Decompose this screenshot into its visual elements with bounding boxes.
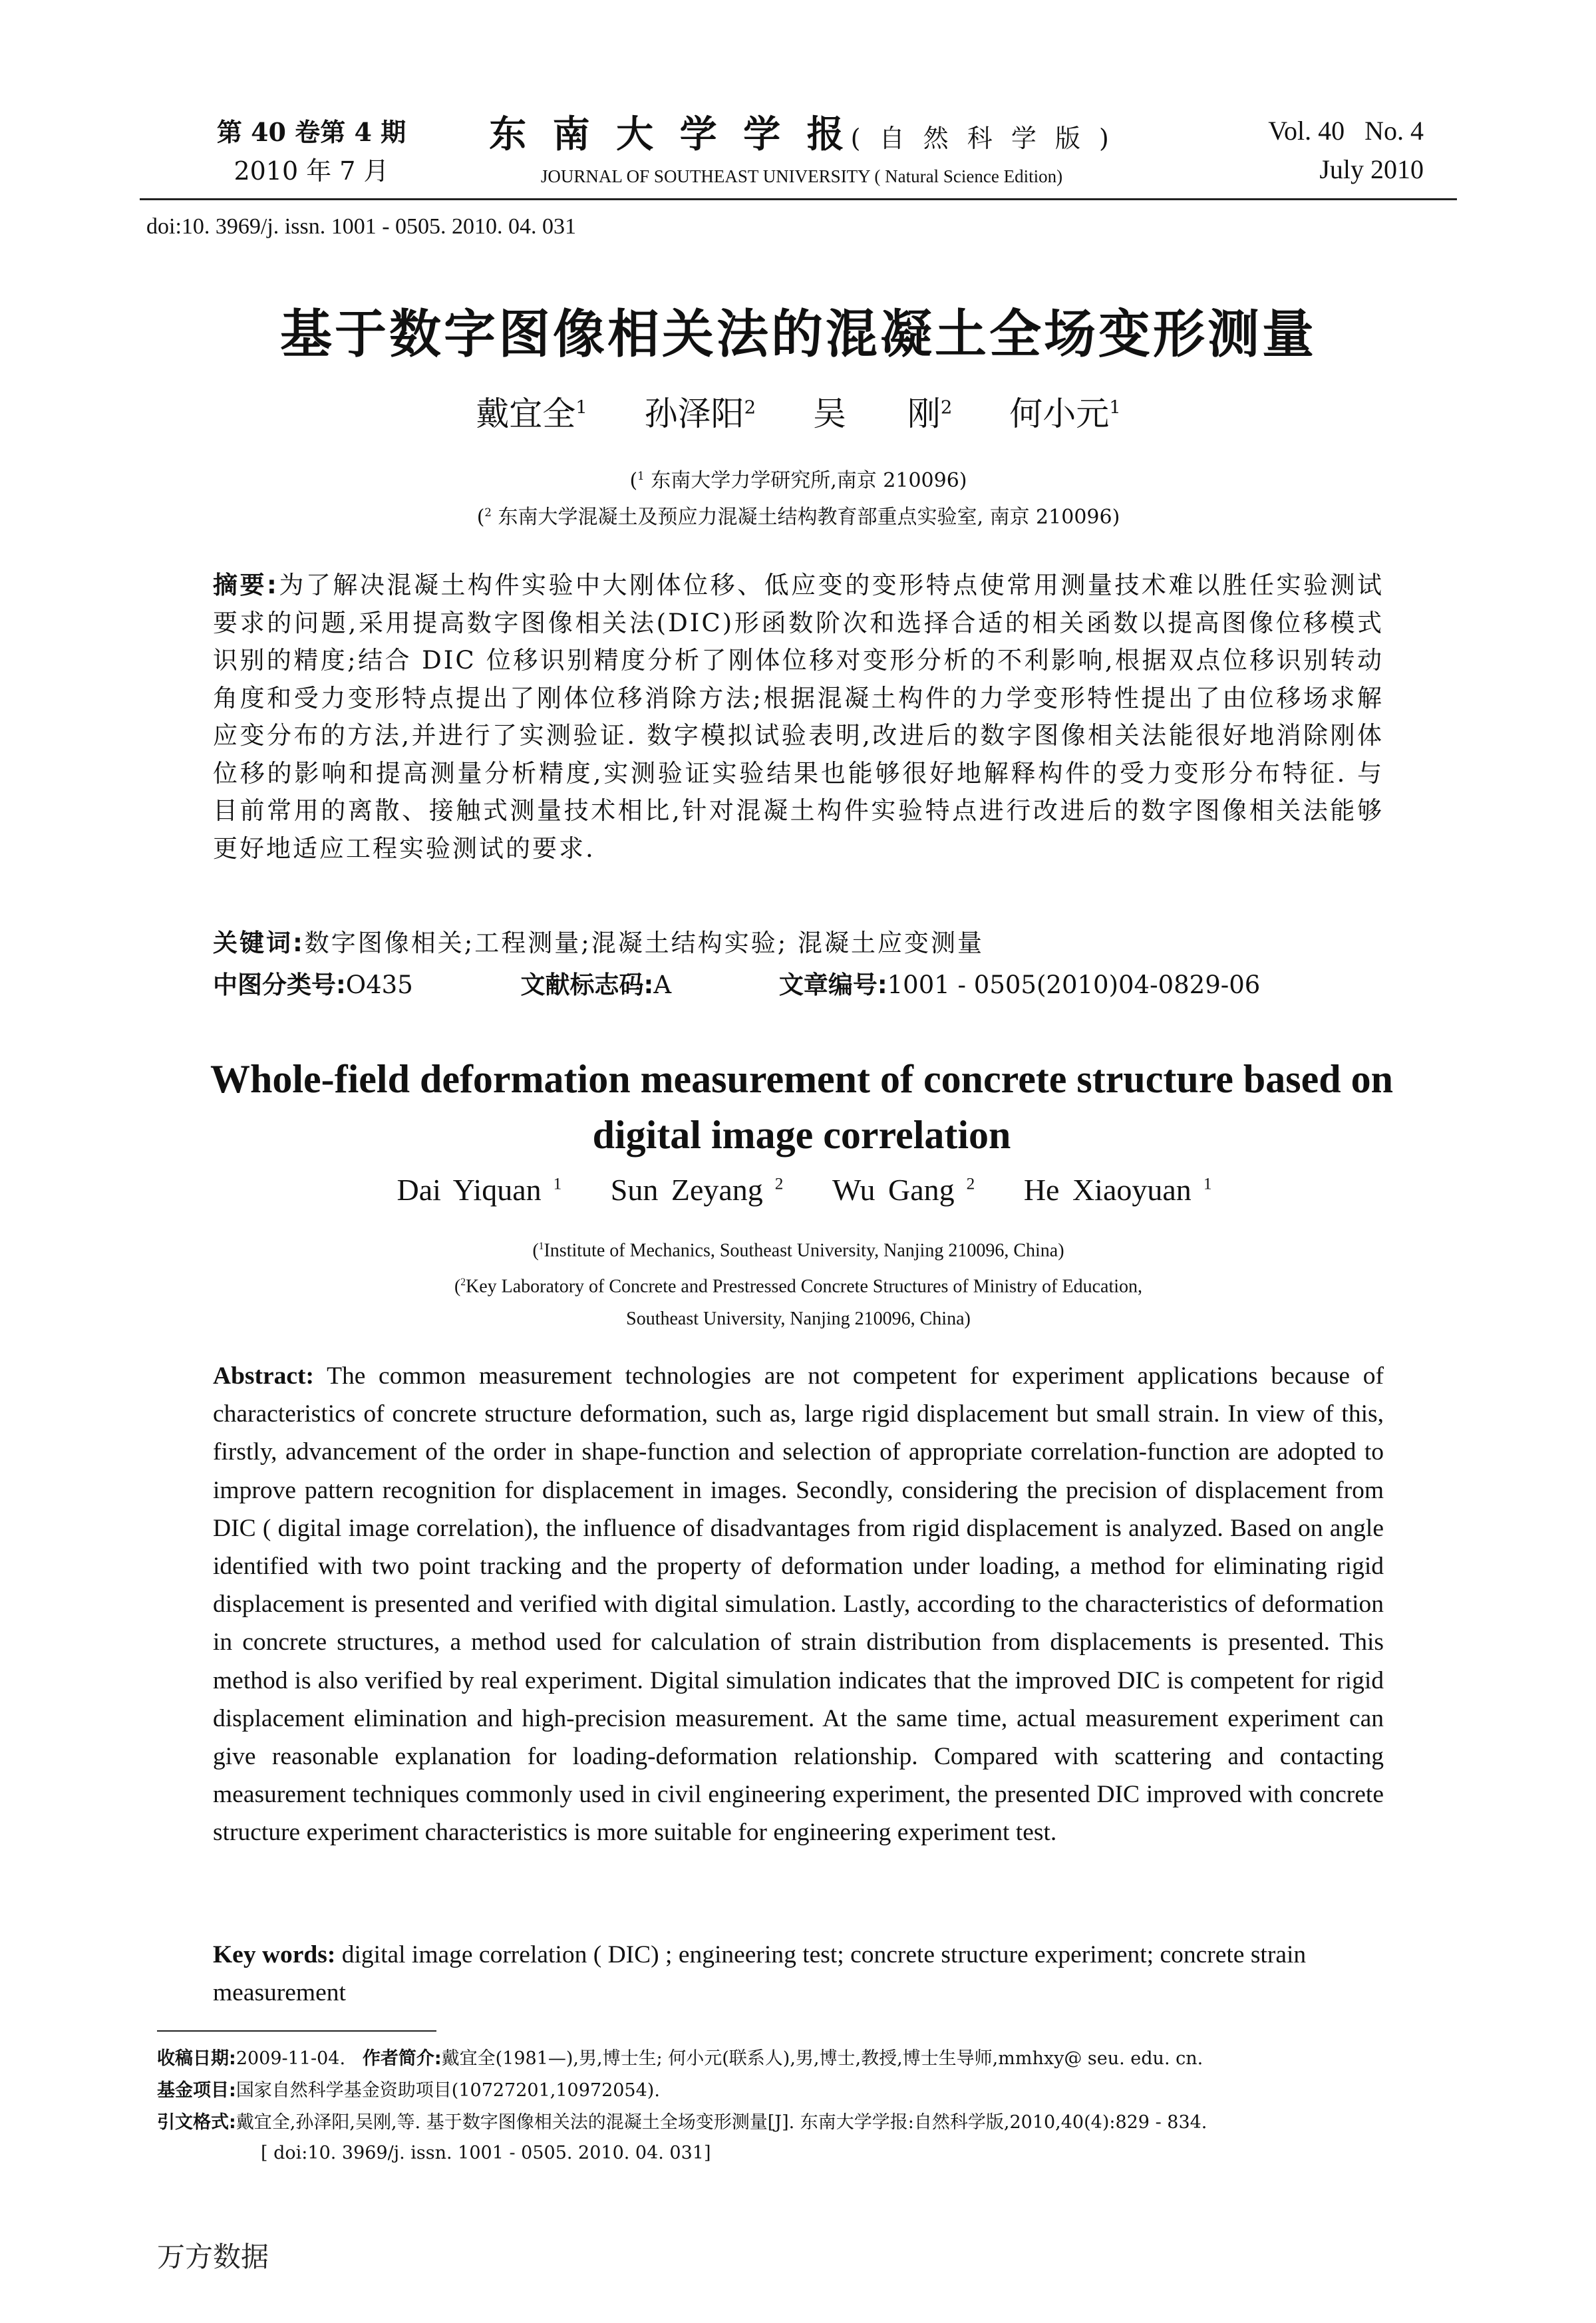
journal-name-en: JOURNAL OF SOUTHEAST UNIVERSITY ( Natural Science Edition): [540, 166, 1063, 186]
volume-issue-en: Vol. 40 No. 4: [1268, 116, 1424, 146]
author-cn: 孙泽阳$^2$: [644, 394, 756, 433]
date-cn: 2010 年 7 月: [234, 156, 389, 186]
author-cn: 何小元$^1$: [1009, 394, 1121, 433]
affiliations-cn: [140, 460, 1457, 534]
keywords-label-en: Key words:: [213, 1941, 336, 1968]
doi: doi:10. 3969/j. issn. 1001 - 0505. 2010. 04. 031: [146, 214, 577, 239]
footnote-received-author: 收稿日期:2009-11-04. 作者简介:戴宜全(1981—),男,博士生; 何小元(联系人),男,博士,教授,博士生导师,mmhxy@ seu. edu. cn.: [157, 2048, 1203, 2069]
author-en: Sun Zeyang $^2$: [610, 1173, 784, 1207]
footnote-rule: [157, 2030, 436, 2032]
author-en: He Xiaoyuan $^1$: [1023, 1173, 1212, 1207]
header-volume-info-en: [1191, 112, 1424, 189]
affiliation-en: Southeast University, Nanjing 210096, China): [626, 1308, 971, 1329]
author-cn: 吴 刚$^2$: [813, 394, 953, 433]
journal-title-cn: 东 南 大 学 学 报: [489, 112, 851, 156]
keywords-text-en: digital image correlation ( DIC) ; engineering test; concrete structure experiment; concrete strain measurement: [213, 1941, 1307, 2006]
affiliation-cn: ($^1$ 东南大学力学研究所,南京 210096): [629, 469, 967, 492]
clc: 中图分类号:O435: [213, 971, 413, 999]
abstract-en: [213, 1357, 1384, 1852]
classification-line: [213, 965, 1384, 1001]
author-list-en: [140, 1172, 1457, 1207]
journal-name-cn: [459, 113, 1144, 160]
abstract-text-cn: 为了解决混凝土构件实验中大刚体位移、低应变的变形特点使常用测量技术难以胜任实验测试要求的问题,采用提高数字图像相关法(DIC)形函数阶次和选择合适的相关函数以提高图像位移模式识别的精度;结合 DIC 位移识别精度分析了刚体位移对变形分析的不利影响,根据双点位移识别转动角度和受力变形特点提出了刚体位移消除方法;根据混凝土构件的力学变形特性提出了由位移场求解应变分布的方法,并进行了实测验证. 数字模拟试验表明,改进后的数字图像相关法能很好地消除刚体位移的影响和提高测量分析精度,实测验证实验结果也能够很好地解释构件的受力变形分布特征. 与目前常用的离散、接触式测量技术相比,针对混凝土构件实验特点进行改进后的数字图像相关法能够更好地适应工程实验测试的要求.: [213, 571, 1384, 863]
footnote-citation: 引文格式:戴宜全,孙泽阳,吴刚,等. 基于数字图像相关法的混凝土全场变形测量[J]. 东南大学学报:自然科学版,2010,40(4):829 - 834.: [157, 2112, 1207, 2133]
author-list-cn: [140, 387, 1457, 435]
abstract-label-cn: 摘要:: [213, 571, 279, 599]
author-en: Dai Yiquan $^1$: [397, 1173, 562, 1207]
keywords-text-cn: 数字图像相关;工程测量;混凝土结构实验; 混凝土应变测量: [304, 929, 984, 957]
affiliation-cn: ($^2$ 东南大学混凝土及预应力混凝土结构教育部重点实验室, 南京 210096): [476, 506, 1120, 529]
author-en: Wu Gang $^2$: [832, 1173, 975, 1207]
watermark: 万方数据: [157, 2241, 269, 2273]
keywords-label-cn: 关键词:: [213, 929, 305, 957]
footnote-citation-doi: [ doi:10. 3969/j. issn. 1001 - 0505. 2010. 04. 031]: [261, 2143, 711, 2163]
volume-issue-cn: 第 40 卷第 4 期: [216, 117, 406, 147]
paper-title-en: Whole-field deformation measurement of concrete structure based on digital image correlation: [210, 1057, 1394, 1157]
affiliations-en: [140, 1231, 1457, 1335]
footnote-fund: 基金项目:国家自然科学基金资助项目(10727201,10972054).: [157, 2080, 660, 2101]
doc-code: 文献标志码:A: [520, 971, 672, 999]
abstract-cn: [213, 567, 1384, 867]
article-number: 文章编号:1001 - 0505(2010)04-0829-06: [778, 971, 1261, 999]
journal-edition-cn: ( 自 然 科 学 版 ): [850, 124, 1114, 153]
keywords-cn: [213, 923, 1384, 959]
header-rule: [140, 198, 1457, 200]
header-volume-info-cn: [172, 113, 451, 190]
keywords-en: [213, 1936, 1384, 2012]
date-en: July 2010: [1319, 154, 1424, 184]
paper-title-cn: 基于数字图像相关法的混凝土全场变形测量: [279, 305, 1317, 365]
author-cn: 戴宜全$^1$: [476, 394, 587, 433]
abstract-label-en: Abstract:: [213, 1362, 315, 1390]
affiliation-en: ($^2$Key Laboratory of Concrete and Prestressed Concrete Structures of Ministry of Education,: [454, 1276, 1143, 1297]
journal-masthead: [459, 113, 1144, 193]
affiliation-en: ($^1$Institute of Mechanics, Southeast University, Nanjing 210096, China): [532, 1240, 1064, 1261]
abstract-text-en: The common measurement technologies are not competent for experiment applications because of characteristics of concrete structure deformation, such as, large rigid displacement but small strain. In view of this, firstly, advancement of the order in shape-function and selection of appropriate correlation-function are adopted to improve pattern recognition for displacement in images. Secondly, considering the precision of displacement from DIC ( digital image correlation), the influence of disadvantages from rigid displacement is analyzed. Based on angle identified with two point tracking and the property of deformation under loading, a method for eliminating rigid displacement is presented and verified with digital simulation. Lastly, according to the characteristics of deformation in concrete structures, a method used for calculation of strain distribution from displacements is presented. This method is also verified by real experiment. Digital simulation indicates that the improved DIC is competent for rigid displacement elimination and high-precision measurement. At the same time, actual measurement experiment can give reasonable explanation for loading-deformation relationship. Compared with scattering and contacting measurement techniques commonly used in civil engineering experiment, the presented DIC improved with concrete structure experiment characteristics is more suitable for engineering experiment test.: [213, 1362, 1384, 1847]
